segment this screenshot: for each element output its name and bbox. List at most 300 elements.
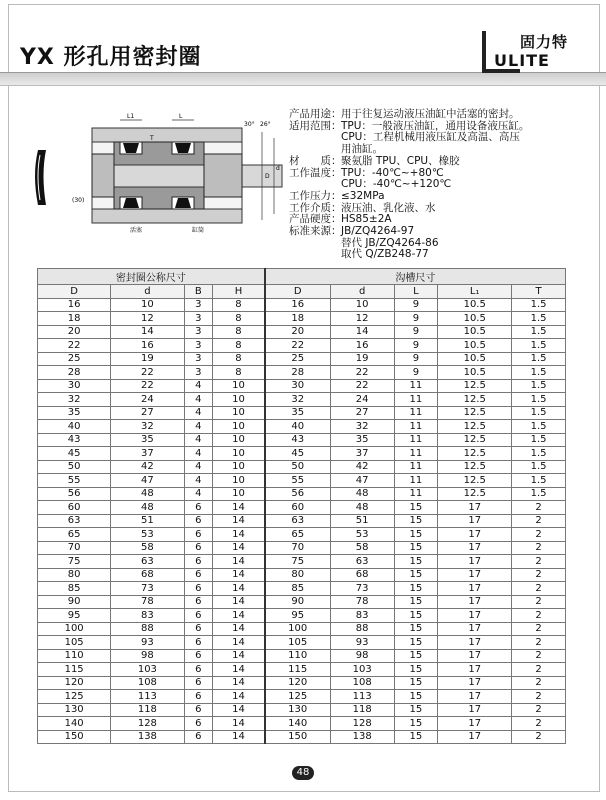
dim-label-d: D — [265, 173, 270, 180]
table-cell: 85 — [265, 582, 330, 596]
table-cell: 115 — [38, 663, 111, 677]
table-cell: 40 — [265, 420, 330, 434]
table-cell: 15 — [394, 514, 438, 528]
table-cell: 1.5 — [512, 352, 566, 366]
column-header: L₁ — [438, 285, 512, 299]
table-cell: 4 — [184, 420, 213, 434]
table-row — [38, 595, 566, 609]
table-cell: 90 — [265, 595, 330, 609]
table-row — [38, 582, 566, 596]
table-cell: 15 — [394, 649, 438, 663]
table-cell: 14 — [213, 501, 265, 515]
table-cell: 14 — [213, 663, 265, 677]
table-cell: 27 — [330, 406, 394, 420]
table-cell: 17 — [438, 541, 512, 555]
table-cell: 113 — [111, 690, 184, 704]
column-header: T — [512, 285, 566, 299]
table-cell: 15 — [394, 528, 438, 542]
table-cell: 12.5 — [438, 433, 512, 447]
table-cell: 6 — [184, 568, 213, 582]
angle-label-30: 30° — [244, 121, 255, 128]
table-cell: 1.5 — [512, 487, 566, 501]
table-cell: 108 — [111, 676, 184, 690]
table-cell: 6 — [184, 636, 213, 650]
table-cell: 88 — [330, 622, 394, 636]
table-cell: 28 — [38, 366, 111, 380]
table-cell: 48 — [111, 501, 184, 515]
table-cell: 6 — [184, 514, 213, 528]
table-cell: 40 — [38, 420, 111, 434]
seal-profile-icon — [35, 150, 46, 205]
size-table-body — [38, 298, 566, 744]
table-cell: 32 — [265, 393, 330, 407]
table-cell: 14 — [213, 541, 265, 555]
table-cell: 3 — [184, 339, 213, 353]
table-cell: 11 — [394, 420, 438, 434]
table-cell: 1.5 — [512, 312, 566, 326]
table-cell: 1.5 — [512, 406, 566, 420]
seal-installation-diagram — [32, 110, 287, 240]
table-cell: 32 — [330, 420, 394, 434]
table-cell: 130 — [265, 703, 330, 717]
table-cell: 83 — [330, 609, 394, 623]
table-row — [38, 622, 566, 636]
angle-label-26: 26° — [260, 121, 271, 128]
table-cell: 25 — [38, 352, 111, 366]
table-cell: 95 — [38, 609, 111, 623]
table-cell: 17 — [438, 528, 512, 542]
table-row — [38, 474, 566, 488]
spec-standard-label: 标准来源： — [289, 225, 342, 238]
table-cell: 12.5 — [438, 379, 512, 393]
table-cell: 17 — [438, 568, 512, 582]
table-cell: 50 — [38, 460, 111, 474]
table-cell: 17 — [438, 636, 512, 650]
table-cell: 6 — [184, 717, 213, 731]
table-cell: 10 — [330, 298, 394, 312]
column-header-row — [38, 285, 566, 299]
table-row — [38, 460, 566, 474]
table-cell: 14 — [213, 568, 265, 582]
table-cell: 65 — [265, 528, 330, 542]
spec-medium-value: 液压油、乳化液、水 — [341, 201, 436, 214]
table-cell: 88 — [111, 622, 184, 636]
table-cell: 45 — [265, 447, 330, 461]
table-cell: 10 — [213, 474, 265, 488]
table-cell: 65 — [38, 528, 111, 542]
table-cell: 18 — [265, 312, 330, 326]
table-cell: 11 — [394, 474, 438, 488]
table-cell: 8 — [213, 298, 265, 312]
table-cell: 3 — [184, 298, 213, 312]
table-cell: 130 — [38, 703, 111, 717]
table-cell: 24 — [330, 393, 394, 407]
column-header: L — [394, 285, 438, 299]
table-cell: 55 — [38, 474, 111, 488]
table-cell: 140 — [265, 717, 330, 731]
table-cell: 14 — [213, 676, 265, 690]
group-header-seal: 密封圈公称尺寸 — [38, 269, 265, 285]
table-cell: 14 — [330, 325, 394, 339]
table-cell: 1.5 — [512, 339, 566, 353]
table-cell: 10 — [213, 379, 265, 393]
table-cell: 2 — [512, 609, 566, 623]
table-cell: 115 — [265, 663, 330, 677]
table-row — [38, 663, 566, 677]
table-row — [38, 501, 566, 515]
table-cell: 48 — [330, 487, 394, 501]
page-header — [20, 40, 202, 71]
table-cell: 17 — [438, 703, 512, 717]
table-cell: 9 — [394, 352, 438, 366]
spec-pressure — [289, 191, 589, 203]
table-cell: 20 — [265, 325, 330, 339]
table-row — [38, 352, 566, 366]
table-cell: 98 — [111, 649, 184, 663]
table-cell: 1.5 — [512, 325, 566, 339]
table-cell: 120 — [265, 676, 330, 690]
table-cell: 14 — [213, 609, 265, 623]
table-cell: 15 — [394, 730, 438, 744]
table-cell: 15 — [394, 636, 438, 650]
table-cell: 4 — [184, 433, 213, 447]
table-cell: 10 — [213, 460, 265, 474]
table-cell: 2 — [512, 555, 566, 569]
table-cell: 138 — [330, 730, 394, 744]
spec-scope-label: 适用范围： — [289, 119, 342, 132]
table-row — [38, 717, 566, 731]
table-cell: 6 — [184, 730, 213, 744]
table-cell: 10.5 — [438, 366, 512, 380]
table-cell: 75 — [265, 555, 330, 569]
table-cell: 6 — [184, 541, 213, 555]
table-cell: 22 — [111, 379, 184, 393]
table-cell: 1.5 — [512, 447, 566, 461]
label-cylinder: 缸筒 — [192, 227, 205, 234]
column-header: D — [265, 285, 330, 299]
table-cell: 15 — [394, 609, 438, 623]
size-table — [37, 268, 566, 744]
table-row — [38, 730, 566, 744]
spec-standard-line1: JB/ZQ4264-97 — [341, 225, 415, 238]
table-row — [38, 325, 566, 339]
table-cell: 48 — [111, 487, 184, 501]
table-cell: 17 — [438, 514, 512, 528]
spec-usage — [289, 109, 589, 121]
product-specs — [289, 109, 589, 261]
spec-scope-line2: CPU：工程机械用液压缸及高温、高压 — [341, 131, 520, 144]
dim-label-small-d: d — [276, 165, 280, 172]
table-cell: 22 — [111, 366, 184, 380]
table-cell: 90 — [38, 595, 111, 609]
table-cell: 4 — [184, 379, 213, 393]
table-cell: 100 — [38, 622, 111, 636]
table-cell: 50 — [265, 460, 330, 474]
table-cell: 8 — [213, 366, 265, 380]
table-cell: 15 — [394, 622, 438, 636]
table-cell: 55 — [265, 474, 330, 488]
table-cell: 128 — [111, 717, 184, 731]
dim-label-l: L — [179, 113, 183, 120]
spec-standard-line3: 取代 Q/ZB248-77 — [341, 248, 429, 261]
table-cell: 14 — [213, 555, 265, 569]
table-cell: 2 — [512, 730, 566, 744]
table-cell: 17 — [438, 622, 512, 636]
table-cell: 105 — [265, 636, 330, 650]
table-cell: 14 — [213, 582, 265, 596]
table-row — [38, 636, 566, 650]
table-cell: 14 — [111, 325, 184, 339]
spec-medium-label: 工作介质： — [289, 201, 342, 214]
table-cell: 6 — [184, 676, 213, 690]
table-cell: 10 — [213, 420, 265, 434]
table-cell: 2 — [512, 717, 566, 731]
table-cell: 42 — [111, 460, 184, 474]
table-cell: 43 — [38, 433, 111, 447]
table-cell: 11 — [394, 460, 438, 474]
table-cell: 2 — [512, 622, 566, 636]
table-cell: 6 — [184, 690, 213, 704]
table-cell: 12.5 — [438, 447, 512, 461]
table-cell: 17 — [438, 730, 512, 744]
spec-hardness-label: 产品硬度： — [289, 213, 342, 226]
table-row — [38, 393, 566, 407]
table-cell: 35 — [38, 406, 111, 420]
table-cell: 15 — [394, 676, 438, 690]
table-cell: 3 — [184, 366, 213, 380]
table-cell: 16 — [38, 298, 111, 312]
table-cell: 17 — [438, 555, 512, 569]
table-cell: 51 — [111, 514, 184, 528]
table-cell: 56 — [38, 487, 111, 501]
table-cell: 150 — [38, 730, 111, 744]
table-cell: 14 — [213, 595, 265, 609]
table-cell: 14 — [213, 717, 265, 731]
table-cell: 118 — [330, 703, 394, 717]
table-cell: 85 — [38, 582, 111, 596]
table-cell: 100 — [265, 622, 330, 636]
table-cell: 17 — [438, 582, 512, 596]
table-cell: 103 — [330, 663, 394, 677]
table-cell: 75 — [38, 555, 111, 569]
table-row — [38, 487, 566, 501]
table-cell: 3 — [184, 312, 213, 326]
table-cell: 17 — [438, 501, 512, 515]
table-cell: 14 — [213, 622, 265, 636]
table-cell: 37 — [330, 447, 394, 461]
table-row — [38, 447, 566, 461]
table-cell: 6 — [184, 528, 213, 542]
table-cell: 15 — [394, 690, 438, 704]
table-cell: 2 — [512, 649, 566, 663]
table-cell: 10.5 — [438, 298, 512, 312]
table-row — [38, 568, 566, 582]
table-cell: 113 — [330, 690, 394, 704]
table-cell: 80 — [265, 568, 330, 582]
table-cell: 20 — [38, 325, 111, 339]
table-cell: 15 — [394, 595, 438, 609]
table-row — [38, 528, 566, 542]
table-row — [38, 298, 566, 312]
table-cell: 4 — [184, 474, 213, 488]
table-cell: 22 — [265, 339, 330, 353]
column-header: B — [184, 285, 213, 299]
table-cell: 12 — [330, 312, 394, 326]
table-cell: 93 — [330, 636, 394, 650]
label-piston: 活塞 — [130, 227, 143, 234]
table-cell: 47 — [330, 474, 394, 488]
table-cell: 22 — [330, 366, 394, 380]
table-cell: 43 — [265, 433, 330, 447]
table-cell: 30 — [265, 379, 330, 393]
table-cell: 93 — [111, 636, 184, 650]
spec-material — [289, 156, 589, 168]
table-row — [38, 555, 566, 569]
table-cell: 8 — [213, 352, 265, 366]
table-cell: 37 — [111, 447, 184, 461]
table-cell: 27 — [111, 406, 184, 420]
table-cell: 2 — [512, 595, 566, 609]
table-cell: 1.5 — [512, 420, 566, 434]
column-header: H — [213, 285, 265, 299]
table-cell: 28 — [265, 366, 330, 380]
table-cell: 18 — [38, 312, 111, 326]
table-cell: 10 — [213, 433, 265, 447]
table-row — [38, 703, 566, 717]
table-cell: 2 — [512, 663, 566, 677]
table-cell: 4 — [184, 406, 213, 420]
table-row — [38, 379, 566, 393]
table-cell: 51 — [330, 514, 394, 528]
table-cell: 42 — [330, 460, 394, 474]
table-cell: 53 — [330, 528, 394, 542]
table-cell: 58 — [111, 541, 184, 555]
table-cell: 35 — [265, 406, 330, 420]
table-cell: 103 — [111, 663, 184, 677]
table-cell: 63 — [111, 555, 184, 569]
table-cell: 1.5 — [512, 366, 566, 380]
table-cell: 138 — [111, 730, 184, 744]
table-row — [38, 312, 566, 326]
table-cell: 14 — [213, 636, 265, 650]
table-cell: 35 — [330, 433, 394, 447]
table-cell: 125 — [265, 690, 330, 704]
table-cell: 12.5 — [438, 460, 512, 474]
table-cell: 128 — [330, 717, 394, 731]
table-cell: 14 — [213, 703, 265, 717]
column-header: D — [38, 285, 111, 299]
table-cell: 10 — [213, 447, 265, 461]
dim-label-30: (30) — [72, 197, 85, 204]
table-cell: 11 — [394, 406, 438, 420]
table-cell: 4 — [184, 460, 213, 474]
table-cell: 6 — [184, 582, 213, 596]
table-cell: 4 — [184, 447, 213, 461]
table-cell: 63 — [265, 514, 330, 528]
spec-temperature-label: 工作温度： — [289, 166, 342, 179]
table-cell: 16 — [330, 339, 394, 353]
table-cell: 15 — [394, 663, 438, 677]
table-cell: 1.5 — [512, 379, 566, 393]
table-cell: 1.5 — [512, 460, 566, 474]
table-cell: 2 — [512, 501, 566, 515]
table-cell: 10.5 — [438, 325, 512, 339]
table-cell: 78 — [111, 595, 184, 609]
table-cell: 6 — [184, 609, 213, 623]
table-cell: 2 — [512, 582, 566, 596]
spec-standard-line2: 替代 JB/ZQ4264-86 — [341, 236, 439, 249]
table-cell: 17 — [438, 717, 512, 731]
table-cell: 19 — [111, 352, 184, 366]
spec-scope-line3: 用油缸。 — [341, 143, 383, 156]
table-cell: 9 — [394, 325, 438, 339]
table-cell: 11 — [394, 447, 438, 461]
logo-en-text: ULITE — [494, 51, 550, 70]
table-cell: 8 — [213, 312, 265, 326]
table-cell: 11 — [394, 487, 438, 501]
table-cell: 16 — [111, 339, 184, 353]
table-cell: 17 — [438, 609, 512, 623]
table-cell: 63 — [38, 514, 111, 528]
spec-pressure-value: ≤32MPa — [341, 189, 385, 202]
table-row — [38, 541, 566, 555]
table-cell: 2 — [512, 541, 566, 555]
table-cell: 12.5 — [438, 406, 512, 420]
table-cell: 73 — [330, 582, 394, 596]
table-cell: 6 — [184, 501, 213, 515]
table-cell: 150 — [265, 730, 330, 744]
table-cell: 10 — [111, 298, 184, 312]
table-cell: 70 — [265, 541, 330, 555]
table-cell: 17 — [438, 676, 512, 690]
table-cell: 83 — [111, 609, 184, 623]
spec-usage-label: 产品用途： — [289, 108, 342, 120]
table-cell: 48 — [330, 501, 394, 515]
table-cell: 22 — [38, 339, 111, 353]
table-cell: 15 — [394, 568, 438, 582]
table-row — [38, 676, 566, 690]
table-cell: 11 — [394, 433, 438, 447]
column-header: d — [330, 285, 394, 299]
table-cell: 6 — [184, 595, 213, 609]
table-cell: 68 — [111, 568, 184, 582]
table-cell: 4 — [184, 487, 213, 501]
table-cell: 14 — [213, 514, 265, 528]
table-cell: 105 — [38, 636, 111, 650]
table-cell: 2 — [512, 676, 566, 690]
table-cell: 17 — [438, 690, 512, 704]
table-cell: 32 — [38, 393, 111, 407]
table-cell: 110 — [265, 649, 330, 663]
spec-hardness-value: HS85±2A — [341, 213, 392, 226]
table-cell: 125 — [38, 690, 111, 704]
spec-temperature-line2: CPU：-40℃~+120℃ — [341, 178, 452, 191]
table-cell: 47 — [111, 474, 184, 488]
table-cell: 12.5 — [438, 420, 512, 434]
table-cell: 63 — [330, 555, 394, 569]
table-cell: 11 — [394, 393, 438, 407]
table-cell: 45 — [38, 447, 111, 461]
spec-standard — [289, 226, 589, 238]
table-cell: 11 — [394, 379, 438, 393]
table-cell: 15 — [394, 703, 438, 717]
table-row — [38, 366, 566, 380]
table-cell: 98 — [330, 649, 394, 663]
table-row — [38, 406, 566, 420]
table-cell: 78 — [330, 595, 394, 609]
table-cell: 2 — [512, 703, 566, 717]
table-cell: 58 — [330, 541, 394, 555]
